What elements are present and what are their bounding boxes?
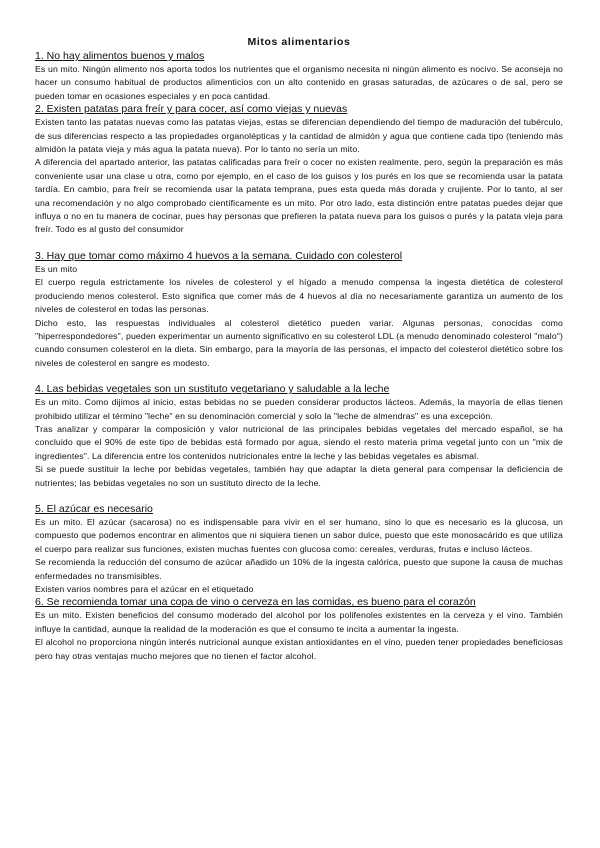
section-2 (35, 103, 563, 237)
section-heading: 6. Se recomienda tomar una copa de vino o cerveza en las comidas, es bueno para el corazón (35, 596, 476, 609)
section-heading: 3. Hay que tomar como máximo 4 huevos a la semana. Cuidado con colesterol (35, 249, 403, 262)
section-1 (35, 50, 563, 103)
paragraph: Se recomienda la reducción del consumo de azúcar añadido un 10% de la ingesta calórica, puesto que supone la causa de muchas enfermedades no transmisibles. (35, 557, 563, 581)
paragraph: Es un mito. Ningún alimento nos aporta todos los nutrientes que el organismo necesita ni ningún alimento es nocivo. Se aconseja no hacer un consumo habitual de productos alimenticios con un alto contenido en grasas saturadas, de azúcares o de sal, pero se pueden tomar en ocasiones especiales y en poca cantidad. (35, 64, 563, 101)
paragraph: Es un mito. Existen beneficios del consumo moderado del alcohol por los polifenoles existentes en la cerveza y el vino. También influye la cantidad, aunque la realidad de la moderación es que el consumo te incita a aumentar la ingesta. (35, 610, 563, 634)
paragraph: Existen varios nombres para el azúcar en el etiquetado (35, 584, 254, 594)
section-5 (35, 503, 563, 596)
section-heading: 2. Existen patatas para freír y para cocer, así como viejas y nuevas (35, 103, 348, 116)
paragraph: Dicho esto, las respuestas individuales al colesterol dietético pueden variar. Algunas personas, conocidas como "hiperrespondedores", pueden experimentar un aumento significativo en su colesterol LDL (a menudo denominado colesterol "malo") cuando consumen colesterol en la dieta. Sin embargo, para la mayoría de las personas, el impacto del colesterol dietético sobre los niveles de colesterol en sangre es modesto. (35, 317, 563, 368)
section-heading: 1. No hay alimentos buenos y malos (35, 50, 205, 62)
paragraph: Es un mito. Como dijimos al inicio, estas bebidas no se pueden considerar productos lácteos. Además, la mayoría de ellas tienen prohibido utilizar el término "leche" en su denominación comercial y solo la "leche de almendras" es una excepción. (35, 397, 563, 421)
paragraph: El cuerpo regula estrictamente los niveles de colesterol y el hígado a menudo compensa la ingesta dietética de colesterol produciendo menos colesterol. Esto significa que comer más de 4 huevos al día no necesariamente garantiza un aumento de los niveles de colesterol en todas las personas. (35, 277, 563, 315)
section-6 (35, 596, 563, 663)
paragraph: A diferencia del apartado anterior, las patatas calificadas para freír o cocer no existen realmente, pero, según la preparación es más conveniente usar una clase u otra, como por ejemplo, en el caso de los guisos y los purés en los que se recomienda usar la patata tardía. En cambio, para freír se recomienda usar la patata temprana, pues esta queda más dorada y crujiente. Por lo tanto, al ser una recomendación y no algo comprobado científicamente es un mito. Por otro lado, esta distinción entre patatas puedes dejar que influya o no en tu manera de cocinar, pues hay personas que prefieren la patata nueva para los guisos o purés y la patata vieja para freír. Todo es al gusto del consumidor (35, 157, 563, 235)
paragraph: Es un mito (35, 263, 78, 274)
paragraph: Tras analizar y comparar la composición y valor nutricional de las principales bebidas vegetales del mercado español, se ha concluido que el 90% de este tipo de bebidas está formado por agua, siendo el resto materia prima vegetal junto con un "mix de ingredientes". La diferencia entre los contenidos nutricionales entre la leche y las bebidas vegetales es abismal. (35, 423, 563, 461)
paragraph: El alcohol no proporciona ningún interés nutricional aunque existan antioxidantes en el vino, pueden tener propiedades beneficiosas pero hay otras ventajas mucho mejores que no tienen el factor alcohol. (35, 637, 563, 661)
section-heading: 5. El azúcar es necesario (35, 502, 153, 515)
section-4 (35, 383, 563, 490)
paragraph: Si se puede sustituir la leche por bebidas vegetales, también hay que adaptar la dieta general para compensar la deficiencia de nutrientes; las bebidas vegetales no son un sustituto directo de la leche. (35, 464, 563, 488)
section-heading: 4. Las bebidas vegetales son un sustituto vegetariano y saludable a la leche (35, 383, 390, 396)
document-page (35, 36, 563, 663)
paragraph: Es un mito. El azúcar (sacarosa) no es indispensable para vivir en el ser humano, sino lo que es necesario es la glucosa, un compuesto que podemos encontrar en alimentos que ni siquiera tienen un sabor dulce, puesto que este monosacárido es que utiliza el cuerpo para realizar sus funciones, existen muchas fuentes con glucosa como: cereales, verduras, frutas e incluso lácteos. (35, 516, 563, 554)
paragraph: Existen tanto las patatas nuevas como las patatas viejas, estas se diferencian dependiendo del tiempo de maduración del tubérculo, de sus diferencias respecto a las propiedades organolépticas y la cantidad de almidón y agua que contiene cada tipo (teniendo más almidón la patata vieja y más agua la patata nueva). Por lo tanto no sería un mito. (35, 117, 563, 155)
document-title: Mitos alimentarios (247, 36, 351, 48)
section-3 (35, 250, 563, 370)
